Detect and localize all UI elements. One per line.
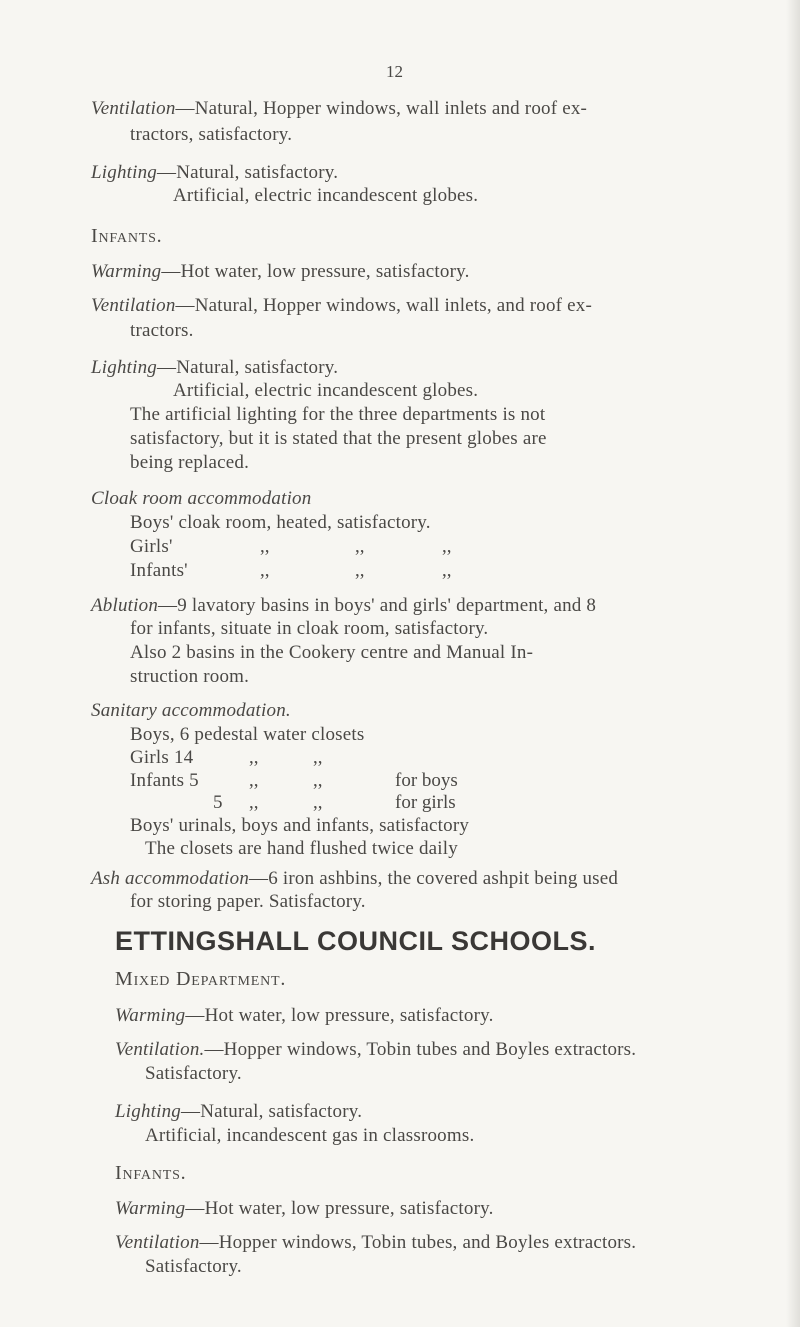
urinals-line: Boys' urinals, boys and infants, satisfactory (130, 815, 470, 836)
ventilation-text: —Hopper windows, Tobin tubes and Boyles extractors. (204, 1039, 637, 1060)
sanitary-boys: Boys, 6 pedestal water closets (130, 724, 365, 745)
ablution-continuation-2: Also 2 basins in the Cookery centre and Manual In- (130, 642, 534, 663)
warming-text: —Hot water, low pressure, satisfactory. (185, 1005, 494, 1026)
ditto-mark: ,, (313, 770, 323, 791)
ablution-line (91, 595, 596, 617)
lighting-text: —Natural, satisfactory. (157, 357, 339, 378)
ett-infants-ventilation-continuation: Satisfactory. (145, 1256, 242, 1277)
ventilation-label: Ventilation. (115, 1039, 205, 1060)
page-edge-shadow (786, 0, 800, 1327)
sanitary-girls: Girls 14 (130, 747, 194, 768)
sanitary-infants: Infants 5 (130, 770, 199, 791)
infants-lighting-artificial: Artificial, electric incandescent globes. (173, 380, 479, 401)
ventilation-continuation: tractors, satisfactory. (130, 124, 293, 145)
ash-label: Ash accommodation (91, 868, 250, 889)
ventilation-line (91, 98, 587, 120)
ventilation-label: Ventilation (91, 98, 176, 119)
lighting-text: —Natural, satisfactory. (181, 1101, 363, 1122)
ablution-continuation-1: for infants, situate in cloak room, satisfactory. (130, 618, 489, 639)
ditto-mark: ,, (249, 792, 259, 813)
infants-lighting-note-3: being replaced. (130, 452, 250, 473)
for-boys: for boys (395, 770, 458, 791)
infants-ventilation-continuation: tractors. (130, 320, 194, 341)
lighting-artificial: Artificial, electric incandescent globes. (173, 185, 479, 206)
ett-ventilation-line (115, 1039, 636, 1061)
ventilation-text: —Natural, Hopper windows, wall inlets and roof ex- (175, 98, 588, 119)
ditto-mark: ,, (442, 536, 452, 557)
ett-infants-heading: Infants. (115, 1162, 187, 1184)
ventilation-text: —Hopper windows, Tobin tubes, and Boyles extractors. (199, 1232, 637, 1253)
page-number: 12 (386, 62, 403, 81)
warming-text: —Hot water, low pressure, satisfactory. (185, 1198, 494, 1219)
cloak-room-label: Cloak room accommodation (91, 488, 312, 509)
ett-lighting-line (115, 1101, 362, 1123)
closets-line: The closets are hand flushed twice daily (145, 838, 458, 859)
ventilation-label: Ventilation (91, 295, 176, 316)
cloak-infants: Infants' (130, 560, 188, 581)
lighting-label: Lighting (91, 162, 158, 183)
warming-text: —Hot water, low pressure, satisfactory. (161, 261, 470, 282)
sanitary-label: Sanitary accommodation. (91, 700, 291, 721)
ventilation-label: Ventilation (115, 1232, 200, 1253)
lighting-text: —Natural, satisfactory. (157, 162, 339, 183)
warming-label: Warming (91, 261, 162, 282)
lighting-line (91, 162, 338, 184)
ditto-mark: ,, (355, 560, 365, 581)
infants-heading: Infants. (91, 225, 163, 247)
infants-ventilation-line (91, 295, 592, 317)
ash-continuation: for storing paper. Satisfactory. (130, 891, 366, 912)
warming-label: Warming (115, 1198, 186, 1219)
ett-lighting-artificial: Artificial, incandescent gas in classrooms. (145, 1125, 475, 1146)
ditto-mark: ,, (249, 770, 259, 791)
ett-infants-warming-line (115, 1198, 494, 1220)
warming-label: Warming (115, 1005, 186, 1026)
cloak-girls: Girls' (130, 536, 173, 557)
cloak-boys: Boys' cloak room, heated, satisfactory. (130, 512, 431, 533)
ditto-mark: ,, (313, 747, 323, 768)
ditto-mark: ,, (249, 747, 259, 768)
ditto-mark: ,, (260, 536, 270, 557)
ablution-continuation-3: struction room. (130, 666, 250, 687)
ash-text: —6 iron ashbins, the covered ashpit being used (249, 868, 619, 889)
ablution-text: —9 lavatory basins in boys' and girls' department, and 8 (158, 595, 597, 616)
infants-lighting-note-2: satisfactory, but it is stated that the present globes are (130, 428, 547, 449)
ditto-mark: ,, (260, 560, 270, 581)
mixed-department-heading: Mixed Department. (115, 968, 287, 990)
ett-infants-ventilation-line (115, 1232, 636, 1254)
lighting-label: Lighting (115, 1101, 182, 1122)
ablution-label: Ablution (91, 595, 159, 616)
ash-line (91, 868, 618, 890)
for-girls: for girls (395, 792, 456, 813)
ditto-mark: ,, (442, 560, 452, 581)
infants-lighting-line (91, 357, 338, 379)
ditto-mark: ,, (355, 536, 365, 557)
ett-ventilation-continuation: Satisfactory. (145, 1063, 242, 1084)
ett-warming-line (115, 1005, 494, 1027)
section-heading: ETTINGSHALL COUNCIL SCHOOLS. (115, 926, 597, 956)
infants-warming-line (91, 261, 470, 283)
ditto-mark: ,, (313, 792, 323, 813)
lighting-label: Lighting (91, 357, 158, 378)
infants-lighting-note-1: The artificial lighting for the three departments is not (130, 404, 546, 425)
sanitary-five: 5 (213, 792, 223, 813)
ventilation-text: —Natural, Hopper windows, wall inlets, and roof ex- (175, 295, 593, 316)
